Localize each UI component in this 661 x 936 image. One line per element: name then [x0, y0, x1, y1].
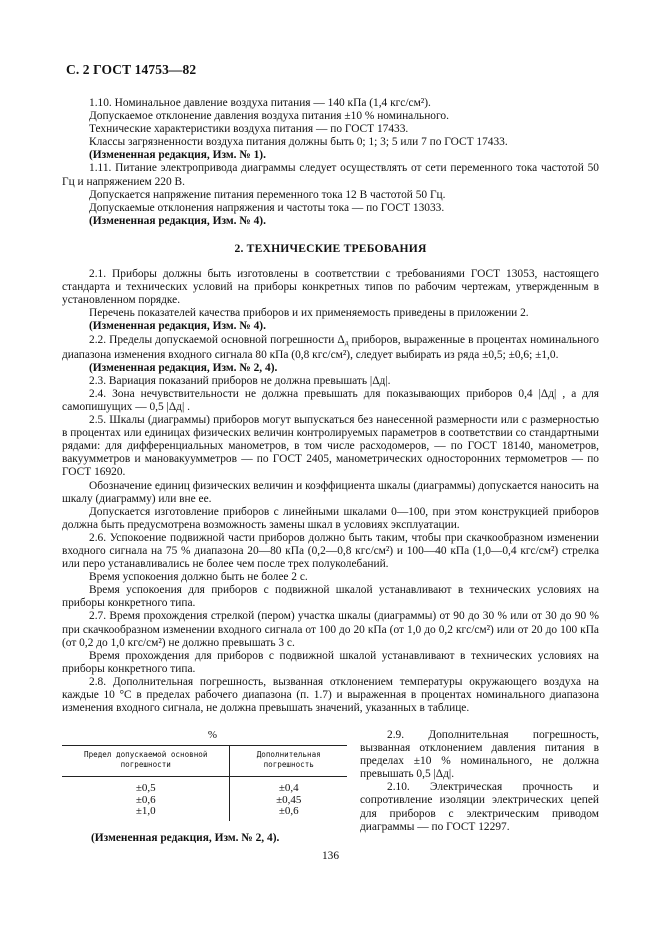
- paragraph-2-2: [62, 334, 599, 362]
- revision-note: (Измененная редакция, Изм. № 4).: [89, 214, 266, 227]
- tolerance-table: [62, 745, 347, 821]
- table-revision-note: (Измененная редакция, Изм. № 2, 4).: [91, 832, 280, 844]
- main-text: [62, 97, 599, 715]
- revision-note: (Измененная редакция, Изм. № 2, 4).: [89, 361, 278, 374]
- table-cell: ±0,5: [135, 782, 156, 794]
- table-row: [62, 777, 347, 795]
- paragraph-2-7: 2.7. Время прохождения стрелкой (пером) участка шкалы (диаграммы) от 90 до 30 % или от 30 до 90 % при скачкообразном изменении входного сигнала от 100 до 20 кПа (от 1,0 до 0,2 кгс/см²) или от 20 до 100 кПа (от 0,2 до 1,0 кгс/см²) не должно превышать 3 с.: [62, 610, 599, 649]
- page-header: С. 2 ГОСТ 14753—82: [66, 62, 197, 77]
- paragraph-2-3: 2.3. Вариация показаний приборов не должна превышать |Δд|.: [89, 374, 391, 387]
- paragraph-1-10b: Допускаемое отклонение давления воздуха питания ±10 % номинального.: [89, 110, 449, 123]
- paragraph-2-5: 2.5. Шкалы (диаграммы) приборов могут выпускаться без нанесенной размерности или с размерностью в процентах или единицах физических величин контролируемых параметров в соответствии со стандартными рядами: для дифференциальных манометров, в том числе расходомеров, — по ГОСТ 18140, манометров, вакуумметров и мановакуумметров — по ГОСТ 2405, манометрических односторонних термометров — по ГОСТ 16920.: [62, 414, 599, 479]
- paragraph-2-6: 2.6. Успокоение подвижной части приборов должно быть таким, чтобы при скачкообразном изменении входного сигнала на 75 % диапазона 20—80 кПа (0,2—0,8 кгс/см²) и 100—40 кПа (1,0—0,4 кгс/см²) стрелка или перо устанавливались не более чем после трех полуколебаний.: [62, 531, 599, 571]
- table-cell: ±0,6: [230, 806, 347, 821]
- paragraph-1-11c: Допускаемые отклонения напряжения и частоты тока — по ГОСТ 13033.: [89, 201, 445, 214]
- table-unit: %: [207, 729, 218, 741]
- paragraph-2-8: 2.8. Дополнительная погрешность, вызванная отклонением температуры окружающего воздуха на каждые 10 °С в пределах рабочего диапазона (п. 1.7) и выраженная в процентах номинального диапазона изменения входного сигнала, не должна превышать значений, указанных в таблице.: [62, 675, 599, 715]
- paragraph-2-2-part-b: приборов, выраженные в процентах номинального диапазона изменения входного сигнала 80 кПа (0,8 кгс/см²), следует выбирать из ряда ±0,5; ±0,6; ±1,0.: [62, 333, 599, 361]
- right-column-text: [360, 729, 599, 834]
- paragraph-2-9: 2.9. Дополнительная погрешность, вызванная отклонением давления питания в пределах ±10 % номинального, не должна превышать 0,5 |Δд|.: [360, 729, 599, 781]
- table-cell: ±0,45: [230, 795, 347, 807]
- table-header-basic-error: Предел допускаемой основной погрешности: [62, 746, 230, 777]
- table-cell: ±0,6: [135, 793, 156, 806]
- paragraph-2-7b: Время прохождения для приборов с подвижной шкалой устанавливают в технических условиях на приборы конкретного типа.: [62, 649, 599, 675]
- paragraph-1-10: 1.10. Номинальное давление воздуха питания — 140 кПа (1,4 кгс/см²).: [89, 97, 431, 109]
- revision-note: (Измененная редакция, Изм. № 4).: [89, 320, 266, 333]
- paragraph-1-11: 1.11. Питание электропривода диаграммы следует осуществлять от сети переменного тока частотой 50 Гц и напряжением 220 В.: [62, 162, 599, 188]
- paragraph-1-10c: Технические характеристики воздуха питания — по ГОСТ 17433.: [89, 123, 409, 136]
- bottom-block: [62, 729, 599, 849]
- paragraph-2-5b: Обозначение единиц физических величин и коэффициента шкалы (диаграммы) допускается наносить на шкалу (диаграмму) или вне ее.: [62, 479, 599, 505]
- paragraph-2-6b: Время успокоения должно быть не более 2 с.: [89, 571, 308, 584]
- table-row: [62, 795, 347, 807]
- table-row: [62, 806, 347, 821]
- paragraph-2-1: 2.1. Приборы должны быть изготовлены в соответствии с требованиями ГОСТ 13053, настоящего стандарта и технических условий на приборы конкретных типов по рабочим чертежам, утвержденным в установленном порядке.: [62, 268, 599, 307]
- paragraph-2-5c: Допускается изготовление приборов с линейными шкалами 0—100, при этом конструкцией приборов должна быть предусмотрена возможность замены шкал в условиях эксплуатации.: [62, 505, 599, 531]
- paragraph-1-11b: Допускается напряжение питания переменного тока 12 В частотой 50 Гц.: [89, 188, 446, 201]
- paragraph-2-10: 2.10. Электрическая прочность и сопротивление изоляции электрических цепей для приборов с электрическим приводом диаграммы — по ГОСТ 12297.: [360, 781, 599, 833]
- table-cell: ±1,0: [135, 805, 156, 817]
- page-number: 136: [321, 850, 340, 862]
- section-title: 2. ТЕХНИЧЕСКИЕ ТРЕБОВАНИЯ: [234, 241, 427, 255]
- table-header-additional-error: Дополнительная погрешность: [230, 746, 347, 777]
- tolerance-table-block: [62, 729, 347, 821]
- paragraph-2-1b: Перечень показателей качества приборов и их применяемость приведены в приложении 2.: [89, 307, 529, 320]
- paragraph-2-4: 2.4. Зона нечувствительности не должна превышать для показывающих приборов 0,4 |Δд| , а для самопишущих — 0,5 |Δд| .: [62, 387, 599, 413]
- paragraph-1-10d: Классы загрязненности воздуха питания должны быть 0; 1; 3; 5 или 7 по ГОСТ 17433.: [89, 136, 508, 149]
- delta-subscript: д: [344, 337, 349, 347]
- table-cell: ±0,4: [230, 777, 347, 795]
- paragraph-2-6c: Время успокоения для приборов с подвижной шкалой устанавливают в технических условиях на приборы конкретного типа.: [62, 584, 599, 610]
- paragraph-2-2-part-a: 2.2. Пределы допускаемой основной погрешности Δ: [89, 333, 345, 346]
- revision-note: (Измененная редакция, Изм. № 1).: [89, 149, 266, 162]
